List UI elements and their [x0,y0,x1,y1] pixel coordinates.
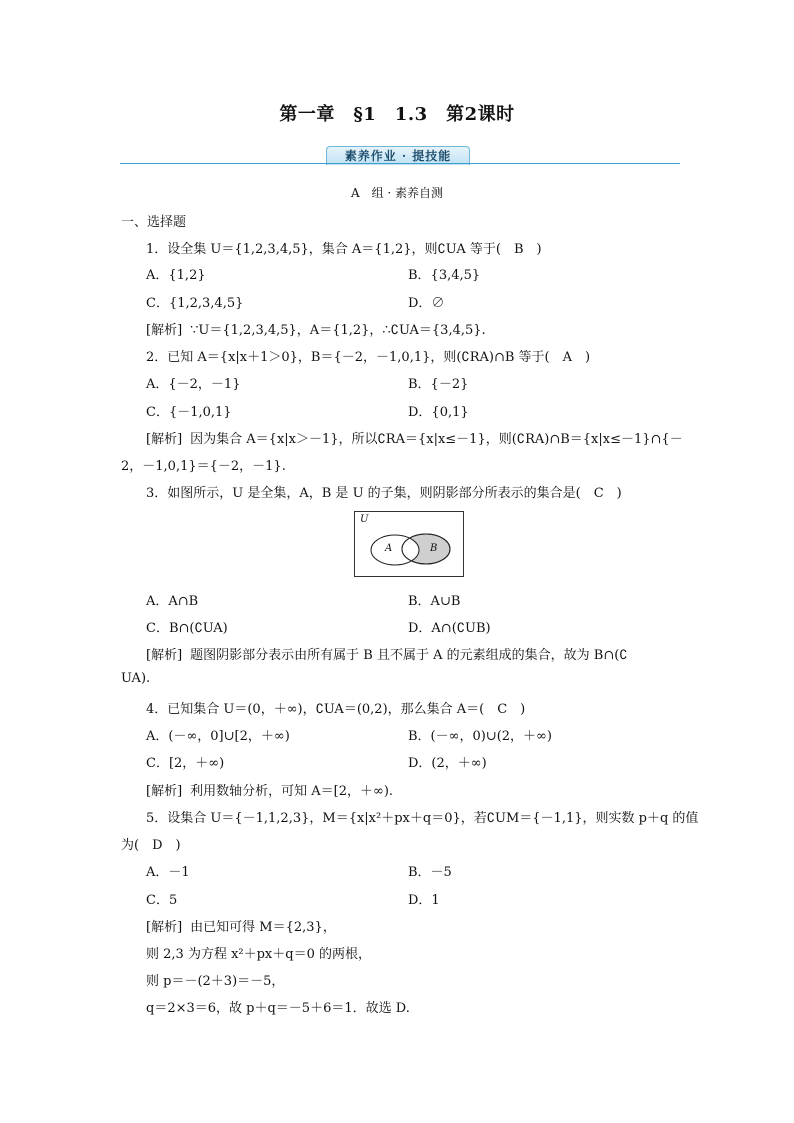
q3-option-b: B．A∪B [408,594,461,609]
q3-option-d: D．A∩(∁UB) [408,621,491,636]
set-b-label: B [430,543,438,554]
q5-option-d: D．1 [408,893,440,908]
question-1-stem: 1．设全集 U＝{1,2,3,4,5}，集合 A＝{1,2}，则∁UA 等于( B ) [146,242,542,257]
q3-option-c: C．B∩(∁UA) [146,621,228,636]
q1-option-a: A．{1,2} [146,268,206,283]
question-5-stem: 5．设集合 U＝{－1,1,2,3}，M＝{x|x²＋px＋q＝0}，若∁UM＝{－1,1}，则实数 p＋q 的值 [146,811,699,826]
q3-solution-cont: UA). [121,671,151,686]
q4-option-b: B．(－∞，0)∪(2，＋∞) [408,729,552,744]
solution-text: 因为集合 A＝{x|x＞－1}，所以∁RA＝{x|x≤－1}，则(∁RA)∩B＝{x|x≤－1}∩{－ [190,432,683,447]
q2-solution [146,428,683,447]
question-4-stem: 4．已知集合 U＝(0，＋∞)，∁UA＝(0,2)，那么集合 A＝( C ) [146,702,526,717]
q5-solution-line-2: 则 2,3 为方程 x²＋px＋q＝0 的两根， [146,947,371,962]
q3-solution [146,644,628,663]
venn-diagram [354,511,464,577]
q2-option-c: C．{－1,0,1} [146,405,232,420]
question-3-stem: 3．如图所示，U 是全集，A，B 是 U 的子集，则阴影部分所表示的集合是( C ) [146,486,622,501]
section-heading: 一、选择题 [121,215,187,230]
set-a-label: A [385,543,393,554]
solution-tag: [解析] [146,323,183,338]
q5-option-c: C．5 [146,893,178,908]
q4-option-c: C．[2，＋∞) [146,756,225,771]
solution-tag: [解析] [146,920,183,935]
q5-option-b: B．－5 [408,865,452,880]
group-heading: A 组 · 素养自测 [350,186,444,200]
question-2-stem: 2．已知 A＝{x|x＋1＞0}，B＝{－2，－1,0,1}，则(∁RA)∩B 等于( A ) [146,350,591,365]
q2-option-d: D．{0,1} [408,405,469,420]
solution-tag: [解析] [146,432,183,447]
q4-option-d: D．(2，＋∞) [408,756,487,771]
q1-option-d: D．∅ [408,296,445,311]
solution-tag: [解析] [146,648,183,663]
q5-solution-line-4: q＝2×3＝6，故 p＋q＝－5＋6＝1．故选 D. [146,1001,410,1016]
q4-solution [146,780,393,799]
q2-solution-cont: 2，－1,0,1}＝{－2，－1}. [121,459,286,474]
section-banner: 素养作业 · 提技能 [326,146,470,165]
solution-text: 题图阴影部分表示由所有属于 B 且不属于 A 的元素组成的集合，故为 B∩(∁ [190,648,628,663]
q1-solution [146,319,486,338]
solution-tag: [解析] [146,784,183,799]
solution-text: 利用数轴分析，可知 A＝[2，＋∞). [190,784,394,799]
q2-option-b: B．{－2} [408,377,469,392]
q1-option-c: C．{1,2,3,4,5} [146,296,244,311]
solution-text: 由已知可得 M＝{2,3}， [190,920,336,935]
q2-option-a: A．{－2，－1} [146,377,241,392]
q3-option-a: A．A∩B [146,594,199,609]
q1-option-b: B．{3,4,5} [408,268,481,283]
q4-option-a: A．(－∞，0]∪[2，＋∞) [146,729,290,744]
universal-set-label: U [360,514,369,525]
question-5-stem-cont: 为( D ) [121,838,181,853]
q5-solution-line-3: 则 p＝－(2＋3)＝－5， [146,974,285,989]
q5-solution [146,916,336,935]
page-title: 第一章 §1 1.3 第2课时 [279,104,515,125]
q5-option-a: A．－1 [146,865,190,880]
solution-text: ∵U＝{1,2,3,4,5}，A＝{1,2}，∴∁UA＝{3,4,5}. [190,323,486,338]
title-rule [120,163,680,164]
